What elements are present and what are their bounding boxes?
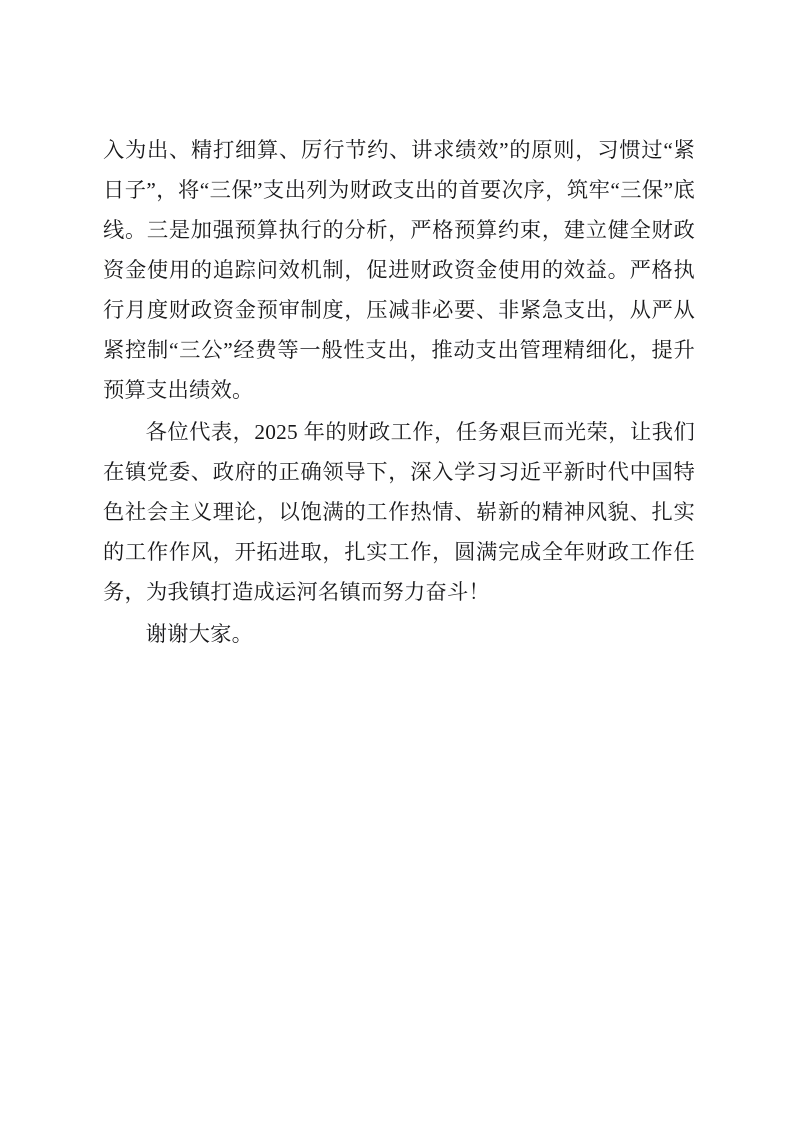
paragraph-continuation: 入为出、精打细算、厉行节约、讲求绩效”的原则，习惯过“紧日子”，将“三保”支出列为财政支出的首要次序，筑牢“三保”底线。三是加强预算执行的分析，严格预算约束，建立健全财政资金使用的追踪问效机制，促进财政资金使用的效益。严格执行月度财政资金预审制度，压减非必要、非紧急支出，从严从紧控制“三公”经费等一般性支出，推动支出管理精细化，提升预算支出绩效。 (103, 138, 695, 402)
paragraph-closing-address: 各位代表，2025 年的财政工作，任务艰巨而光荣，让我们在镇党委、政府的正确领导下，深入学习习近平新时代中国特色社会主义理论，以饱满的工作热情、崭新的精神风貌、扎实的工作作风，开拓进取，扎实工作，圆满完成全年财政工作任务，为我镇打造成运河名镇而努力奋斗！ (103, 420, 695, 604)
document-text-column (103, 130, 695, 656)
paragraph-thanks: 谢谢大家。 (145, 622, 254, 646)
